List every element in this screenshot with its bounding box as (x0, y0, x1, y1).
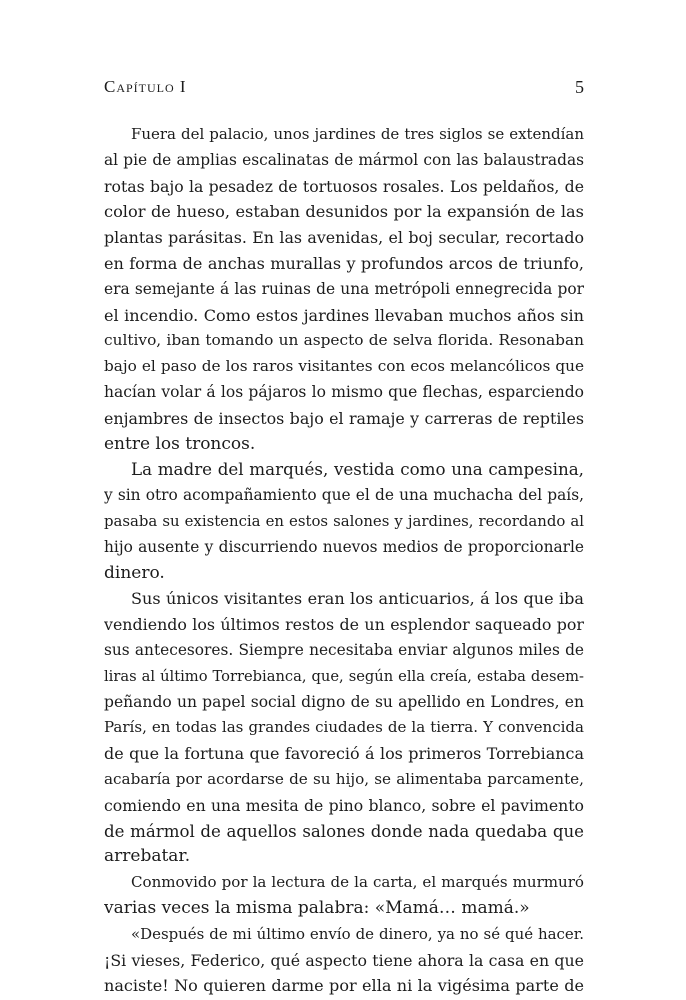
text-line: hijo ausente y discurriendo nuevos medios de proporcionarle (104, 537, 584, 556)
text-line: arrebatar. (104, 846, 191, 867)
text-line: pasaba su existencia en estos salones y jardines, recordando al (104, 511, 584, 530)
page-number: 5 (575, 77, 584, 97)
text-line: el incendio. Como estos jardines llevaban muchos años sin (104, 305, 584, 325)
text-line: comiendo en una mesita de pino blanco, sobre el pavimento (104, 795, 584, 815)
text-line: entre los troncos. (104, 433, 256, 454)
body-text (104, 122, 584, 999)
text-line: peñando un papel social digno de su apellido en Londres, en (104, 692, 584, 711)
text-line: varias veces la misma palabra: «Mamá… mamá.» (104, 897, 530, 918)
text-line: cultivo, iban tomando un aspecto de selva florida. Resonaban (104, 331, 584, 350)
text-line: de mármol de aquellos salones donde nada quedaba que (104, 821, 584, 841)
text-line: La madre del marqués, vestida como una campesina, (131, 459, 584, 480)
text-line: dinero. (104, 562, 165, 583)
running-head (104, 76, 584, 98)
text-line: naciste! No quieren darme por ella ni la vigésima parte de (104, 976, 584, 996)
text-line: hacían volar á los pájaros lo mismo que flechas, esparciendo (104, 382, 584, 401)
text-line: París, en todas las grandes ciudades de la tierra. Y convencida (104, 718, 584, 737)
text-line: Fuera del palacio, unos jardines de tres siglos se extendían (131, 125, 584, 143)
text-line: en forma de anchas murallas y profundos arcos de triunfo, (104, 253, 584, 273)
text-line: rotas bajo la pesadez de tortuosos rosales. Los peldaños, de (104, 176, 584, 196)
text-line: bajo el paso de los raros visitantes con ecos melancólicos que (104, 357, 584, 376)
text-line: Conmovido por la lectura de la carta, el marqués murmuró (131, 873, 584, 892)
text-line: liras al último Torrebianca, que, según ella creía, estaba desem- (104, 667, 584, 685)
text-line: ¡Si vieses, Federico, qué aspecto tiene ahora la casa en que (104, 950, 584, 970)
text-line: sus antecesores. Siempre necesitaba enviar algunos miles de (104, 640, 584, 659)
text-line: acabaría por acordarse de su hijo, se alimentaba parcamente, (104, 769, 584, 788)
text-line: era semejante á las ruinas de una metrópoli ennegrecida por (104, 279, 584, 298)
text-line: plantas parásitas. En las avenidas, el boj secular, recortado (104, 228, 584, 248)
text-line: «Después de mi último envío de dinero, ya no sé qué hacer. (131, 924, 584, 943)
text-line: al pie de amplias escalinatas de mármol con las balaustradas (104, 150, 584, 169)
chapter-heading: Capítulo I (104, 77, 187, 96)
text-line: color de hueso, estaban desunidos por la expansión de las (104, 202, 584, 222)
text-line: de que la fortuna que favoreció á los primeros Torrebianca (104, 744, 584, 764)
text-line: Sus únicos visitantes eran los anticuarios, á los que iba (131, 589, 584, 609)
text-line: y sin otro acompañamiento que el de una muchacha del país, (104, 486, 584, 505)
text-line: enjambres de insectos bajo el ramaje y carreras de reptiles (104, 408, 584, 428)
text-line: vendiendo los últimos restos de un esplendor saqueado por (104, 615, 584, 635)
